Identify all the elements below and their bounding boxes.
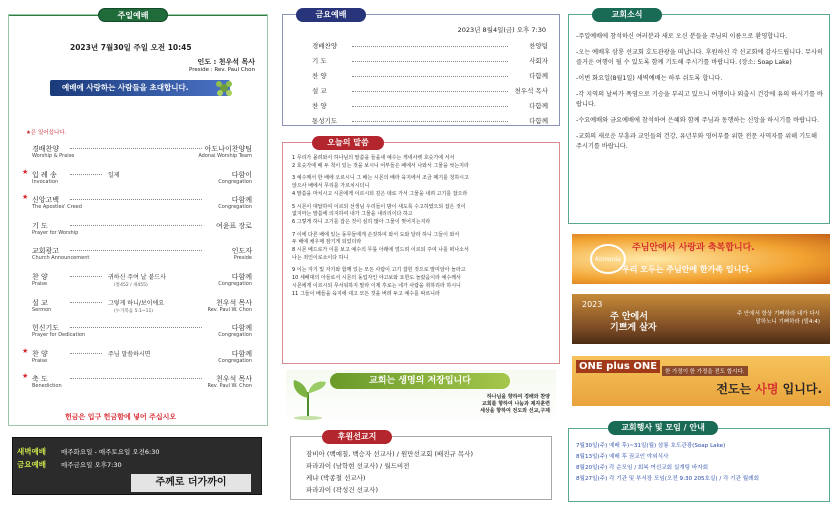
verse-line: 10 세베대의 아들로서 시몬의 동업자인 야고보와 요한도 놀랐음이라 예수께서 xyxy=(292,275,461,282)
friday-leader: 다함께 xyxy=(529,72,548,80)
order-item-leader: 천우석 목사 xyxy=(215,375,252,384)
friday-row xyxy=(312,86,548,101)
slogan: 주께로 더가까이 xyxy=(131,474,251,492)
friday-item: 찬 양 xyxy=(312,102,327,110)
event-item: 7월30일(주) 예배 후)~31일(월) 삼룡 호도관광(Soap Lake) xyxy=(576,443,726,449)
leader-dots xyxy=(352,91,508,92)
mission-item: 파라과이 (남학현 선교사) / 월드비전 xyxy=(306,462,410,470)
events-title: 교회행사 및 모임 / 안내 xyxy=(608,421,718,435)
verse-line: 7 이에 다른 배에 있는 동무들에게 손짓하여 와서 도와 달라 하니 그들이 와서 xyxy=(292,231,460,238)
order-item-leader-en: Congregation xyxy=(218,357,252,364)
leader-dots xyxy=(70,250,202,251)
friday-item: 경배찬양 xyxy=(312,42,338,50)
friday-service-time: 매주금요일 오후7:30 xyxy=(61,461,122,469)
order-item-ko: 찬 양 xyxy=(32,349,48,358)
vision-line: 교회를 향하여 나눔과 제자훈련 xyxy=(481,401,550,407)
order-item-leader-en: Rev. Paul W. Chon xyxy=(207,383,252,390)
order-item-leader-en: Congregation xyxy=(218,204,252,211)
joy-headline-line: 기쁘게 살자 xyxy=(610,323,657,333)
evangelism-part: 입니다. xyxy=(778,382,822,396)
leader-dots xyxy=(70,378,202,379)
order-item-title: 그렇게 하니/보이에요 xyxy=(108,299,165,307)
order-item-ko: 헌신기도 xyxy=(32,324,60,333)
order-item-en: Prayer for Dedication xyxy=(32,332,86,339)
news-item: -주일예배에 참석하신 여러분과 새로 오신 분들을 주님의 이름으로 환영합니다. xyxy=(576,33,788,40)
mission-item: 파라과이 (곽성건 선교사) xyxy=(306,486,378,494)
order-item-ko: 찬 양 xyxy=(32,272,48,281)
leader-dots xyxy=(70,225,202,226)
order-item-en: Praise xyxy=(32,280,48,287)
vision-line: 세상을 향하여 전도와 선교,구제 xyxy=(480,408,550,414)
friday-item: 기 도 xyxy=(312,57,327,65)
verse-line: 8 시몬 베드로가 이를 보고 예수의 무릎 아래에 엎드려 이르되 주여 나를 떠나소서 xyxy=(292,247,469,254)
verse-line: 두 배에 채우매 잠기게 되었더라 xyxy=(292,239,362,246)
friday-row xyxy=(312,101,548,116)
news-item: -오는 예배후 삼룡 선교회 호도관광을 떠납니다. 후원하신 각 선교회에 감사드립니다. 무사히 즐거운 여행이 될 수 있도록 함께 기도해 주시기를 바랍니다. (장소: Soap Lake) xyxy=(576,49,823,66)
order-item-ko: 입 례 송 xyxy=(32,170,57,179)
order-of-worship xyxy=(22,142,252,398)
order-item-en: Benediction xyxy=(32,383,62,390)
friday-leader: 천우석 목사 xyxy=(514,87,548,95)
order-item-en: The Apostles' Creed xyxy=(32,204,82,211)
order-item-ref: (통452 / 새455) xyxy=(114,282,148,288)
order-item-ko: 축 도 xyxy=(32,375,48,384)
order-item-ko: 교회광고 xyxy=(32,247,60,256)
friday-row xyxy=(312,116,548,131)
friday-order xyxy=(312,41,548,131)
order-row xyxy=(28,296,252,322)
friday-item: 설 교 xyxy=(312,87,327,95)
order-row xyxy=(22,346,252,373)
friday-row xyxy=(312,71,548,86)
verse-line: 없지마는 말씀에 의지하여 내가 그물을 내리리이다 하고 xyxy=(292,211,413,218)
leader-dots xyxy=(70,353,102,354)
missions-list xyxy=(306,448,546,496)
order-row xyxy=(22,372,252,398)
fellowship-subline: 우리 모두는 주님안에 한가족 입니다. xyxy=(622,265,753,274)
verse-line: 11 그들이 배들을 육지에 대고 모든 것을 버려 두고 예수를 따르니라 xyxy=(292,290,440,297)
news-list xyxy=(576,32,824,158)
order-row xyxy=(28,219,252,245)
order-item-leader-en: Congregation xyxy=(218,280,252,287)
one-plus-one-label: ONE plus ONE xyxy=(576,360,660,373)
preacher-name: 인도 : 천우석 목사 xyxy=(197,58,255,66)
order-item-leader: 다함이 xyxy=(231,170,252,179)
order-row xyxy=(28,244,252,270)
order-item-ko: 신앙고백 xyxy=(32,196,60,205)
sunday-title: 주일예배 xyxy=(98,8,168,22)
order-item-en: Worship & Praise xyxy=(32,153,75,159)
joy-verse-line: 말하노니 기뻐하라 (빌4:4) xyxy=(755,319,820,325)
event-item: 8월20일(주) 각 순모임 / 회복 여선교회 실개팅 바자회 xyxy=(576,465,709,471)
event-item: 8월13일(주) 예배 후 권교인 야외식사 xyxy=(576,454,669,460)
scripture-title: 오늘의 말씀 xyxy=(312,136,384,150)
verse-line: 9 이는 자기 및 자기와 함께 있는 모든 사람이 고기 잡힌 것으로 말미암아 놀라고 xyxy=(292,267,466,274)
order-item-leader-en: Congregation xyxy=(218,178,252,185)
preacher-block xyxy=(189,57,255,73)
leader-dots xyxy=(70,302,102,303)
joy-verse-line: 주 안에서 항상 기뻐하라 내가 다시 xyxy=(736,311,820,317)
order-item-en: Sermon xyxy=(32,306,52,313)
verse-line: 6 그렇게 하니 고기를 잡은 것이 심히 많아 그물이 찢어지는지라 xyxy=(292,218,431,225)
order-item-ko: 경배찬양 xyxy=(32,145,60,153)
leader-dots xyxy=(352,121,508,122)
order-item-leader-en: Congregation xyxy=(218,332,252,339)
friday-row xyxy=(312,56,548,71)
evangelism-part: 전도는 xyxy=(716,382,756,396)
order-item-title: 일제 xyxy=(108,171,120,179)
verse-line: 5 시몬이 대답하여 이르되 선생님 우리들이 밤이 새도록 수고하였으되 잡은 것이 xyxy=(292,203,466,210)
welcome-banner xyxy=(50,80,230,96)
friday-leader: 사회자 xyxy=(529,57,548,65)
order-row xyxy=(28,270,252,296)
sunday-service-panel xyxy=(0,0,275,507)
order-item-title: 주님 말씀하시면 xyxy=(108,350,151,358)
verse-line: 앉으사 배에서 무리를 가르치시더니 xyxy=(292,183,370,190)
offering-note: 헌금은 입구 헌금함에 넣어 주십시오 xyxy=(62,412,179,422)
order-item-title: 귀하신 주여 날 붙드사 xyxy=(108,273,166,281)
mission-item: 케냐 (박종철 선교사) xyxy=(306,474,366,482)
order-item-leader: 인도자 xyxy=(231,247,252,256)
leader-dots xyxy=(70,276,102,277)
friday-item: 통성기도 xyxy=(312,117,338,125)
order-item-leader: 다함께 xyxy=(231,324,252,333)
leader-dots xyxy=(352,46,508,47)
mission-item: 잠비아 (백예칠, 백승자 선교사) / 원만선교회 (배진규 목사) xyxy=(306,450,474,458)
leader-dots xyxy=(70,174,102,175)
order-item-en: Invocation xyxy=(32,178,59,185)
joy-headline xyxy=(610,312,657,334)
leader-dots xyxy=(70,327,202,328)
weekly-services-box xyxy=(12,437,262,495)
order-row xyxy=(28,321,252,347)
sprout-icon xyxy=(288,376,328,420)
friday-leader: 다함께 xyxy=(529,117,548,125)
evangelism-banner xyxy=(572,356,830,406)
news-item: -이번 화요일(8월1일) 새벽예배는 하루 쉬도록 합니다. xyxy=(576,75,723,82)
friday-title: 금요예배 xyxy=(296,8,366,22)
order-item-leader-en: Rev. Paul W. Chon xyxy=(207,306,252,313)
scripture-verses xyxy=(292,155,554,298)
vision-line: 하나님을 향하여 경배와 찬양 xyxy=(486,394,550,400)
friday-service-label: 금요예배 xyxy=(17,460,46,469)
order-item-en: Prayer for Worship xyxy=(32,229,79,236)
news-title: 교회소식 xyxy=(592,8,662,22)
dawn-service-time: 매주화요일 - 매주토요일 오전6:30 xyxy=(61,448,160,456)
order-item-en: Church Announcement xyxy=(32,255,90,262)
order-item-leader: 다함께 xyxy=(231,349,252,358)
welcome-text: 예배에 사랑하는 사람들을 초대합니다. xyxy=(62,83,189,92)
friday-and-scripture-panel xyxy=(282,0,560,507)
order-item-leader-en: Preside xyxy=(233,255,252,262)
news-panel xyxy=(568,0,835,507)
evangelism-sub: 한 가정이 한 가정을 전도 합시다. xyxy=(662,366,748,376)
order-item-leader: 아도나이찬양팀 xyxy=(204,145,252,153)
order-item-en: Praise xyxy=(32,357,48,364)
friday-leader: 다함께 xyxy=(529,102,548,110)
leader-dots xyxy=(352,76,508,77)
order-row xyxy=(28,142,252,168)
leader-dots xyxy=(352,106,508,107)
banner-year: 2023 xyxy=(582,300,603,309)
joy-verse xyxy=(737,310,820,326)
friday-item: 찬 양 xyxy=(312,72,327,80)
star-icon: ★ xyxy=(22,193,29,202)
vision-headline: 교회는 생명의 저장입니다 xyxy=(330,373,510,389)
fellowship-headline: 주님안에서 사랑과 축복합니다. xyxy=(632,243,755,253)
events-list xyxy=(576,441,826,485)
friday-leader: 찬양팀 xyxy=(529,42,548,50)
verse-line: 나는 죄인이로소이다 하니 xyxy=(292,254,349,261)
star-icon: ★ xyxy=(22,372,29,381)
evangelism-emphasis: 사명 xyxy=(755,382,779,396)
dawn-service-label: 새벽예배 xyxy=(17,447,46,456)
order-item-ko: 기 도 xyxy=(32,221,48,230)
joy-headline-line: 주 안에서 xyxy=(610,312,648,322)
star-icon: ★ xyxy=(22,167,29,176)
friday-row xyxy=(312,41,548,56)
news-item: -각 지역의 날씨가 폭염으로 기승을 부리고 있으니 여행이나 외출시 건강에 유의 하시기를 바랍니다. xyxy=(576,91,823,108)
news-item: -수요예배와 금요예배에 참석하여 은혜와 함께 주님과 동행하는 신앙을 하시기를 바랍니다. xyxy=(576,117,820,124)
vision-banner xyxy=(286,370,556,424)
verse-line: 3 예수께서 한 배에 오르시니 그 배는 시몬의 배라 육지에서 조금 떼기를 청하시고 xyxy=(292,175,469,182)
order-item-leader: 다함께 xyxy=(231,196,252,205)
order-row xyxy=(22,167,252,194)
verse-line: 1 무리가 몰려와서 하나님의 말씀을 들을새 예수는 게네사렛 호숫가에 서서 xyxy=(292,155,455,161)
vision-lines xyxy=(480,394,550,415)
stand-note: ★은 일어섭니다. xyxy=(26,130,67,136)
order-item-leader: 천우석 목사 xyxy=(215,298,252,307)
order-item-leader: 여윤표 장로 xyxy=(215,221,252,230)
verse-line: 2 호숫가에 배 두 척이 있는 것을 보시니 어부들은 배에서 나와서 그물을 씻는지라 xyxy=(292,162,469,169)
missions-title: 후원선교지 xyxy=(322,430,392,444)
order-item-leader-en: Adonai Worship Team xyxy=(198,153,252,159)
order-item-leader: 다함께 xyxy=(231,272,252,281)
news-item: -교회의 새로운 부흥과 교인들의 건강, 유년부와 영어부를 위한 전문 사역자를 위해 기도해 주시기를 바랍니다. xyxy=(576,133,818,150)
verse-line: 4 말씀을 마치시고 시몬에게 이르시되 깊은 데로 가서 그물을 내려 고기를 잡으라 xyxy=(292,190,468,197)
flower-ornament-icon xyxy=(214,78,234,98)
verse-line: 시몬에게 이르시되 무서워하지 말라 이제 후로는 네가 사람을 취하리라 하시니 xyxy=(292,282,461,289)
order-item-ref: (누가복음 5:1~11) xyxy=(114,308,154,314)
order-item-ko: 설 교 xyxy=(32,298,48,307)
leader-dots xyxy=(70,199,202,200)
leader-dots xyxy=(70,148,202,149)
preacher-name-en: Preside : Rev. Paul Chon xyxy=(188,67,255,73)
leader-dots xyxy=(352,61,508,62)
service-date: 2023년 7월30일 주일 오전 10:45 xyxy=(70,43,192,52)
order-row xyxy=(22,193,252,219)
friday-date: 2023년 8월4일(금) 오후 7:30 xyxy=(457,26,546,34)
event-item: 8월27일(주) 각 기관 및 부서장 모임(오전 9:30 205호실) / 각 기관 월례회 xyxy=(576,476,759,482)
star-icon: ★ xyxy=(22,346,29,355)
koinonia-logo: Koinonia xyxy=(590,244,626,274)
joy-banner xyxy=(572,294,830,344)
fellowship-banner xyxy=(572,234,830,284)
evangelism-headline xyxy=(716,380,822,397)
